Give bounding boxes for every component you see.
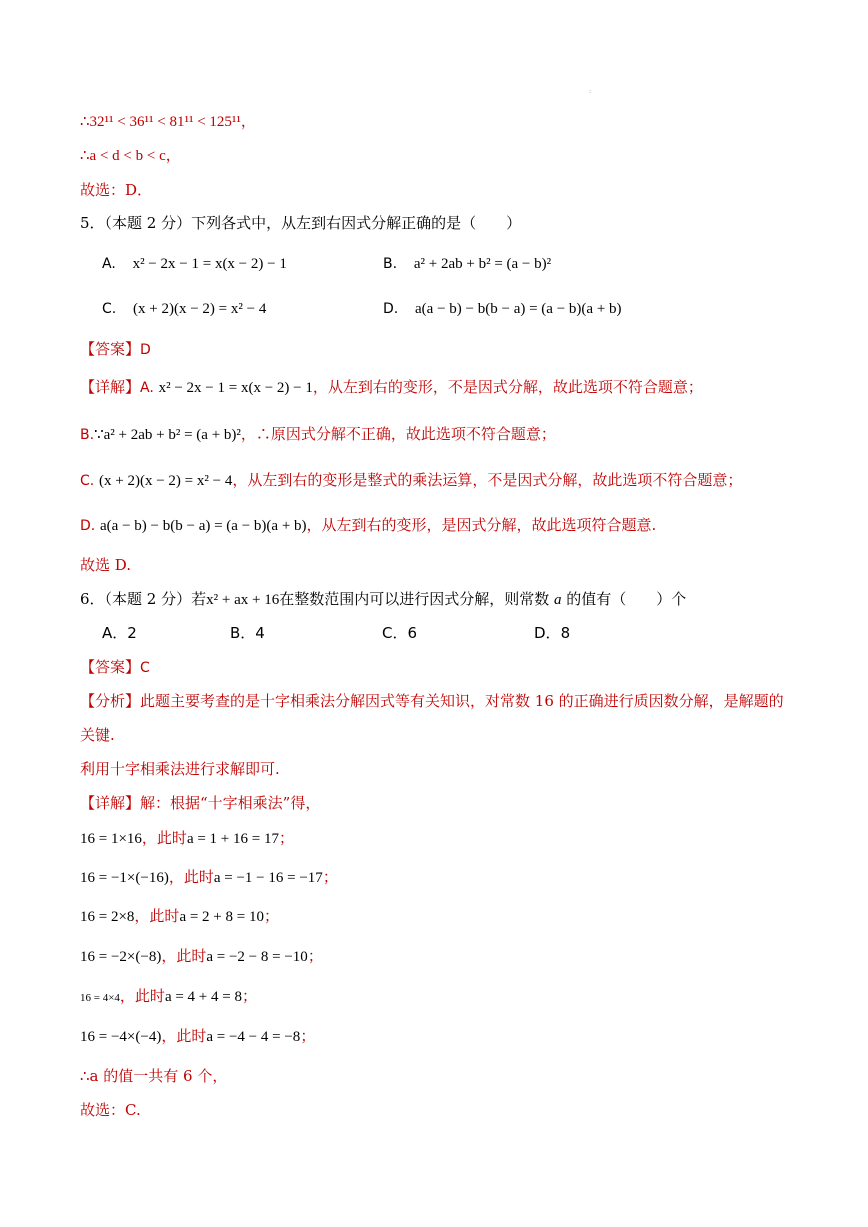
q5-option-c bbox=[102, 298, 266, 319]
q6-case-1-res: a = 1 + 16 = 17 bbox=[186, 831, 279, 847]
q5-option-a bbox=[102, 253, 287, 274]
q6-case-6-res: a = −4 − 4 = −8 bbox=[206, 1029, 301, 1045]
q6-case-3-expr: 16 = 2×8 bbox=[80, 909, 135, 925]
q5-option-c-expr: (x + 2)(x − 2) = x² − 4 bbox=[133, 301, 267, 317]
q5-detail-d-expr: a(a − b) − b(b − a) = (a − b)(a + b) bbox=[100, 518, 307, 534]
q6-detail-tag: 【详解】 bbox=[80, 794, 141, 812]
q6-case-4-res: a = −2 − 8 = −10 bbox=[206, 949, 308, 965]
q6-case-1-end: ； bbox=[278, 829, 294, 847]
q5-detail-d bbox=[80, 515, 656, 536]
q5-option-d bbox=[383, 298, 622, 319]
q6-case-3-mid: ，此时 bbox=[134, 907, 180, 925]
q5-detail-a-text: ，从左到右的变形，不是因式分解，故此选项不符合题意； bbox=[312, 378, 703, 396]
q5-answer bbox=[80, 339, 151, 360]
q6-option-d-value: 8 bbox=[560, 624, 571, 642]
q5-option-a-expr: x² − 2x − 1 = x(x − 2) − 1 bbox=[132, 256, 287, 272]
q6-option-c-label: C． bbox=[382, 624, 408, 642]
q6-stem-expr: x² + ax + 16 bbox=[206, 592, 280, 608]
q6-option-a-label: A． bbox=[102, 624, 128, 642]
q6-answer bbox=[80, 657, 150, 678]
q5-option-b bbox=[383, 253, 551, 274]
q6-option-b-value: 4 bbox=[255, 624, 265, 642]
q6-case-3 bbox=[80, 906, 279, 927]
q6-case-1-expr: 16 = 1×16 bbox=[80, 831, 142, 847]
q6-case-6 bbox=[80, 1026, 315, 1047]
q6-option-c-value: 6 bbox=[407, 624, 418, 642]
order-line: ∴a < d < b < c， bbox=[80, 148, 181, 164]
q6-count: ∴a 的值一共有 6 个， bbox=[80, 1067, 228, 1085]
q6-option-a-value: 2 bbox=[127, 624, 137, 642]
q6-case-6-mid: ，此时 bbox=[161, 1027, 207, 1045]
q6-option-d bbox=[534, 623, 570, 643]
q6-case-2-res: a = −1 − 16 = −17 bbox=[213, 870, 323, 886]
q6-stem-mid: 在整数范围内可以进行因式分解，则常数 bbox=[279, 590, 550, 608]
q6-stem-a: a bbox=[554, 592, 562, 608]
prev-choose: 故选：D． bbox=[80, 181, 153, 199]
q6-analysis-text-1: 此题主要考查的是十字相乘法分解因式等有关知识，对常数 16 的正确进行质因数分解，是解题的 bbox=[140, 692, 784, 710]
q6-case-5-end: ； bbox=[241, 987, 257, 1005]
q5-detail-c-text: ，从左到右的变形是整式的乘法运算，不是因式分解，故此选项不符合题意； bbox=[232, 471, 743, 489]
q5-stem: 5．（本题 2 分）下列各式中，从左到右因式分解正确的是（ ） bbox=[80, 214, 522, 232]
q5-detail-a-label: A. bbox=[140, 380, 154, 396]
q6-answer-tag: 【答案】 bbox=[80, 658, 141, 676]
q5-detail-b-expr: ∵a² + 2ab + b² = (a + b)² bbox=[94, 427, 241, 443]
q5-detail-b-label: B. bbox=[80, 427, 95, 443]
q6-analysis bbox=[80, 691, 784, 711]
q6-option-a bbox=[102, 623, 137, 643]
q5-choose: 故选 D. bbox=[80, 556, 132, 574]
q5-detail-b bbox=[80, 424, 556, 445]
q5-answer-tag: 【答案】 bbox=[80, 340, 141, 358]
q5-option-d-expr: a(a − b) − b(b − a) = (a − b)(a + b) bbox=[415, 301, 622, 317]
q5-option-b-label: B. bbox=[383, 256, 398, 272]
q6-analysis-text-3: 利用十字相乘法进行求解即可. bbox=[80, 760, 280, 778]
q6-case-4-mid: ，此时 bbox=[161, 947, 207, 965]
q6-detail-intro: 解：根据“十字相乘法”得， bbox=[140, 794, 321, 812]
q6-stem-post: 的值有（ ）个 bbox=[566, 590, 687, 608]
q6-case-2 bbox=[80, 867, 338, 888]
q6-case-3-res: a = 2 + 8 = 10 bbox=[179, 909, 264, 925]
q6-stem-pre: 6．（本题 2 分）若 bbox=[80, 590, 207, 608]
q5-detail-d-text: ，从左到右的变形，是因式分解，故此选项符合题意. bbox=[306, 516, 657, 534]
q6-case-5 bbox=[80, 986, 257, 1008]
q6-case-4-end: ； bbox=[307, 947, 323, 965]
q5-detail-a bbox=[80, 377, 703, 398]
q6-analysis-tag: 【分析】 bbox=[80, 692, 141, 710]
q5-option-d-label: D. bbox=[383, 301, 399, 317]
q6-choose: 故选：C. bbox=[80, 1101, 141, 1119]
q5-detail-c-expr: (x + 2)(x − 2) = x² − 4 bbox=[99, 473, 233, 489]
q5-option-a-label: A. bbox=[102, 256, 116, 272]
q6-option-d-label: D． bbox=[534, 624, 561, 642]
q6-case-5-expr: 16 = 4×4 bbox=[80, 992, 120, 1004]
q6-case-6-expr: 16 = −4×(−4) bbox=[80, 1029, 162, 1045]
q6-case-1 bbox=[80, 828, 294, 849]
q6-option-b bbox=[230, 623, 265, 643]
q5-detail-b-text: ，∴原因式分解不正确，故此选项不符合题意； bbox=[240, 425, 556, 443]
q5-option-b-expr: a² + 2ab + b² = (a − b)² bbox=[413, 256, 552, 272]
q6-analysis-text-2: 关键. bbox=[80, 726, 115, 744]
q6-case-3-end: ； bbox=[263, 907, 279, 925]
q6-case-4 bbox=[80, 946, 323, 967]
q6-case-4-expr: 16 = −2×(−8) bbox=[80, 949, 162, 965]
q5-detail-c-label: C. bbox=[80, 473, 95, 489]
q6-option-b-label: B． bbox=[230, 624, 256, 642]
q6-answer-value: C bbox=[140, 660, 150, 676]
q5-detail-d-label: D. bbox=[80, 518, 96, 534]
q6-case-5-mid: ，此时 bbox=[119, 987, 165, 1005]
q5-option-c-label: C. bbox=[102, 301, 117, 317]
q5-answer-value: D bbox=[140, 342, 151, 358]
q6-case-5-res: a = 4 + 4 = 8 bbox=[164, 989, 242, 1005]
q6-case-2-expr: 16 = −1×(−16) bbox=[80, 870, 169, 886]
q6-case-6-end: ； bbox=[300, 1027, 316, 1045]
page-mark: : bbox=[589, 88, 592, 95]
q6-option-c bbox=[382, 623, 417, 643]
q6-case-2-mid: ，此时 bbox=[168, 868, 214, 886]
q6-detail bbox=[80, 793, 320, 813]
inequality-line: ∴32¹¹ < 36¹¹ < 81¹¹ < 125¹¹， bbox=[80, 114, 256, 130]
q6-case-2-end: ； bbox=[322, 868, 338, 886]
q6-case-1-mid: ，此时 bbox=[141, 829, 187, 847]
q5-detail-c bbox=[80, 470, 742, 491]
q5-detail-a-expr: x² − 2x − 1 = x(x − 2) − 1 bbox=[158, 380, 313, 396]
q6-stem bbox=[80, 589, 686, 610]
q5-detail-tag: 【详解】 bbox=[80, 378, 141, 396]
